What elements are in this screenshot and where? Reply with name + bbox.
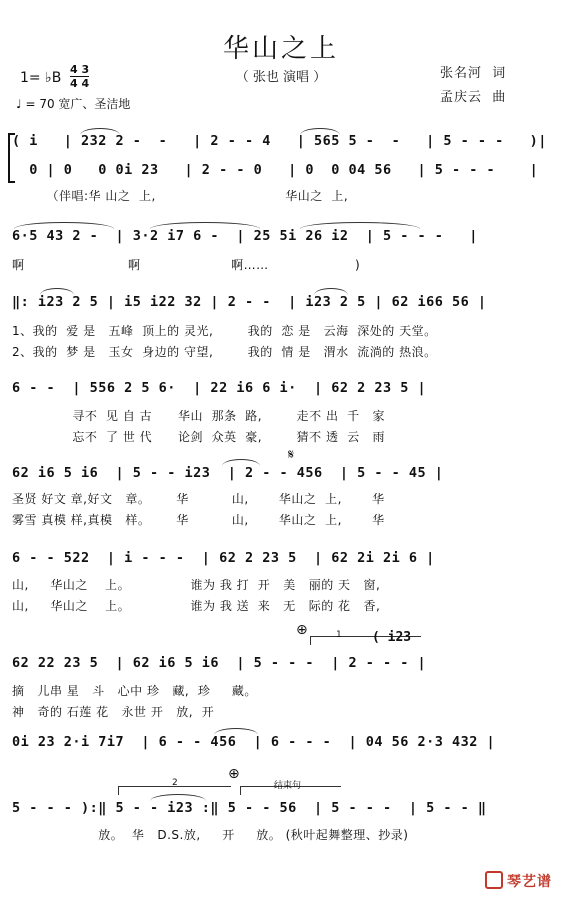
lyricist-credit: 张名河 词 bbox=[440, 66, 507, 81]
slur-arc bbox=[314, 288, 348, 295]
lyric-line: 圣贤 好文 章,好文 章。 华 山, 华山之 上, 华 bbox=[12, 492, 385, 506]
lyric-line: （伴唱:华 山之 上, 华山之 上, bbox=[12, 189, 349, 203]
coda-sign-upper: ⊕ bbox=[296, 622, 308, 638]
composer-credit: 孟庆云 曲 bbox=[440, 90, 507, 105]
slur-arc bbox=[222, 459, 260, 466]
notation-row: 0 | 0 0 0i 23 | 2 - - 0 | 0 0 04 56 | 5 - - - | bbox=[12, 162, 539, 178]
watermark-logo bbox=[485, 871, 552, 891]
slur-arc bbox=[150, 794, 206, 801]
coda-sign-lower: ⊕ bbox=[228, 766, 240, 782]
volta-label-2: 2 bbox=[172, 778, 178, 788]
lyric-line: 山, 华山之 上。 谁为 我 打 开 美 丽的 天 窗, bbox=[12, 578, 381, 592]
notation-row: 6 - - 522 | i - - - | 62 2 23 5 | 62 2i 2i 6 | bbox=[12, 550, 435, 566]
lyric-line: 摘 儿串 星 斗 心中 珍 藏, 珍 藏。 bbox=[12, 684, 257, 698]
notation-row: ‖: i23 2 5 | i5 i22 32 | 2 - - | i23 2 5 | 62 i66 56 | bbox=[12, 294, 487, 310]
slur-arc bbox=[150, 222, 260, 229]
volta-label-1: 1 bbox=[336, 630, 342, 640]
lyric-line: 雾雪 真模 样,真模 样。 华 山, 华山之 上, 华 bbox=[12, 513, 385, 527]
slur-arc bbox=[80, 128, 120, 135]
tempo-marking: ♩ = 70 宽广、圣洁地 bbox=[16, 97, 131, 111]
time-signature-top: 4 3 bbox=[70, 63, 90, 76]
lyric-line: 啊 啊 啊…… ) bbox=[12, 258, 361, 272]
watermark-icon bbox=[485, 871, 503, 889]
song-title: 华山之上 bbox=[222, 34, 339, 64]
slur-arc bbox=[300, 128, 340, 135]
slur-arc bbox=[300, 222, 420, 229]
slur-arc bbox=[214, 728, 258, 735]
time-signature bbox=[70, 64, 89, 89]
coda-pickup-notes: ( i23 bbox=[372, 630, 412, 645]
lyric-line: 1、我的 爱 是 五峰 顶上的 灵光, 我的 恋 是 云海 深处的 天堂。 bbox=[12, 324, 437, 338]
time-signature-bottom: 4 4 bbox=[70, 77, 90, 90]
performer-credit: （ 张也 演唱 ） bbox=[235, 70, 327, 85]
notation-row: 6 - - | 556 2 5 6· | 22 i6 6 i· | 62 2 23 5 | bbox=[12, 380, 427, 396]
notation-row: 5 - - - ):‖ 5 - - i23 :‖ 5 - - 56 | 5 - - - | 5 - - ‖ bbox=[12, 800, 487, 816]
lyric-line: 忘不 了 世 代 论剑 众英 豪, 猜不 透 云 雨 bbox=[12, 430, 386, 444]
lyric-line: 2、我的 梦 是 玉女 身边的 守望, 我的 情 是 渭水 流淌的 热浪。 bbox=[12, 345, 437, 359]
watermark-text: 琴艺谱 bbox=[507, 874, 552, 890]
key-signature: 1= ♭B bbox=[20, 70, 62, 86]
lyric-line: 山, 华山之 上。 谁为 我 送 来 无 际的 花 香, bbox=[12, 599, 381, 613]
slur-arc bbox=[14, 222, 114, 229]
slur-arc bbox=[40, 288, 74, 295]
lyric-line: 放。 华 D.S.放, 开 放。 (秋叶起舞整理、抄录) bbox=[12, 828, 409, 842]
segno-sign: 𝄋 bbox=[288, 447, 295, 463]
notation-row: 0i 23 2·i 7i7 | 6 - - 456 | 6 - - - | 04 56 2·3 432 | bbox=[12, 734, 496, 750]
notation-row: ( i | 232 2 - - | 2 - - 4 | 565 5 - - | 5 - - - )| bbox=[12, 133, 547, 149]
notation-row: 62 i6 5 i6 | 5 - - i23 | 2 - - 456 | 5 - - 45 | bbox=[12, 465, 444, 481]
ending-label: 结束句 bbox=[274, 781, 302, 791]
notation-row: 62 22 23 5 | 62 i6 5 i6 | 5 - - - | 2 - - - | bbox=[12, 655, 427, 671]
lyric-line: 神 奇的 石莲 花 永世 开 放, 开 bbox=[12, 705, 215, 719]
notation-row: 6·5 43 2 - | 3·2 i7 6 - | 25 5i 26 i2 | 5 - - - | bbox=[12, 228, 478, 244]
lyric-line: 寻不 见 自 古 华山 那条 路, 走不 出 千 家 bbox=[12, 409, 386, 423]
